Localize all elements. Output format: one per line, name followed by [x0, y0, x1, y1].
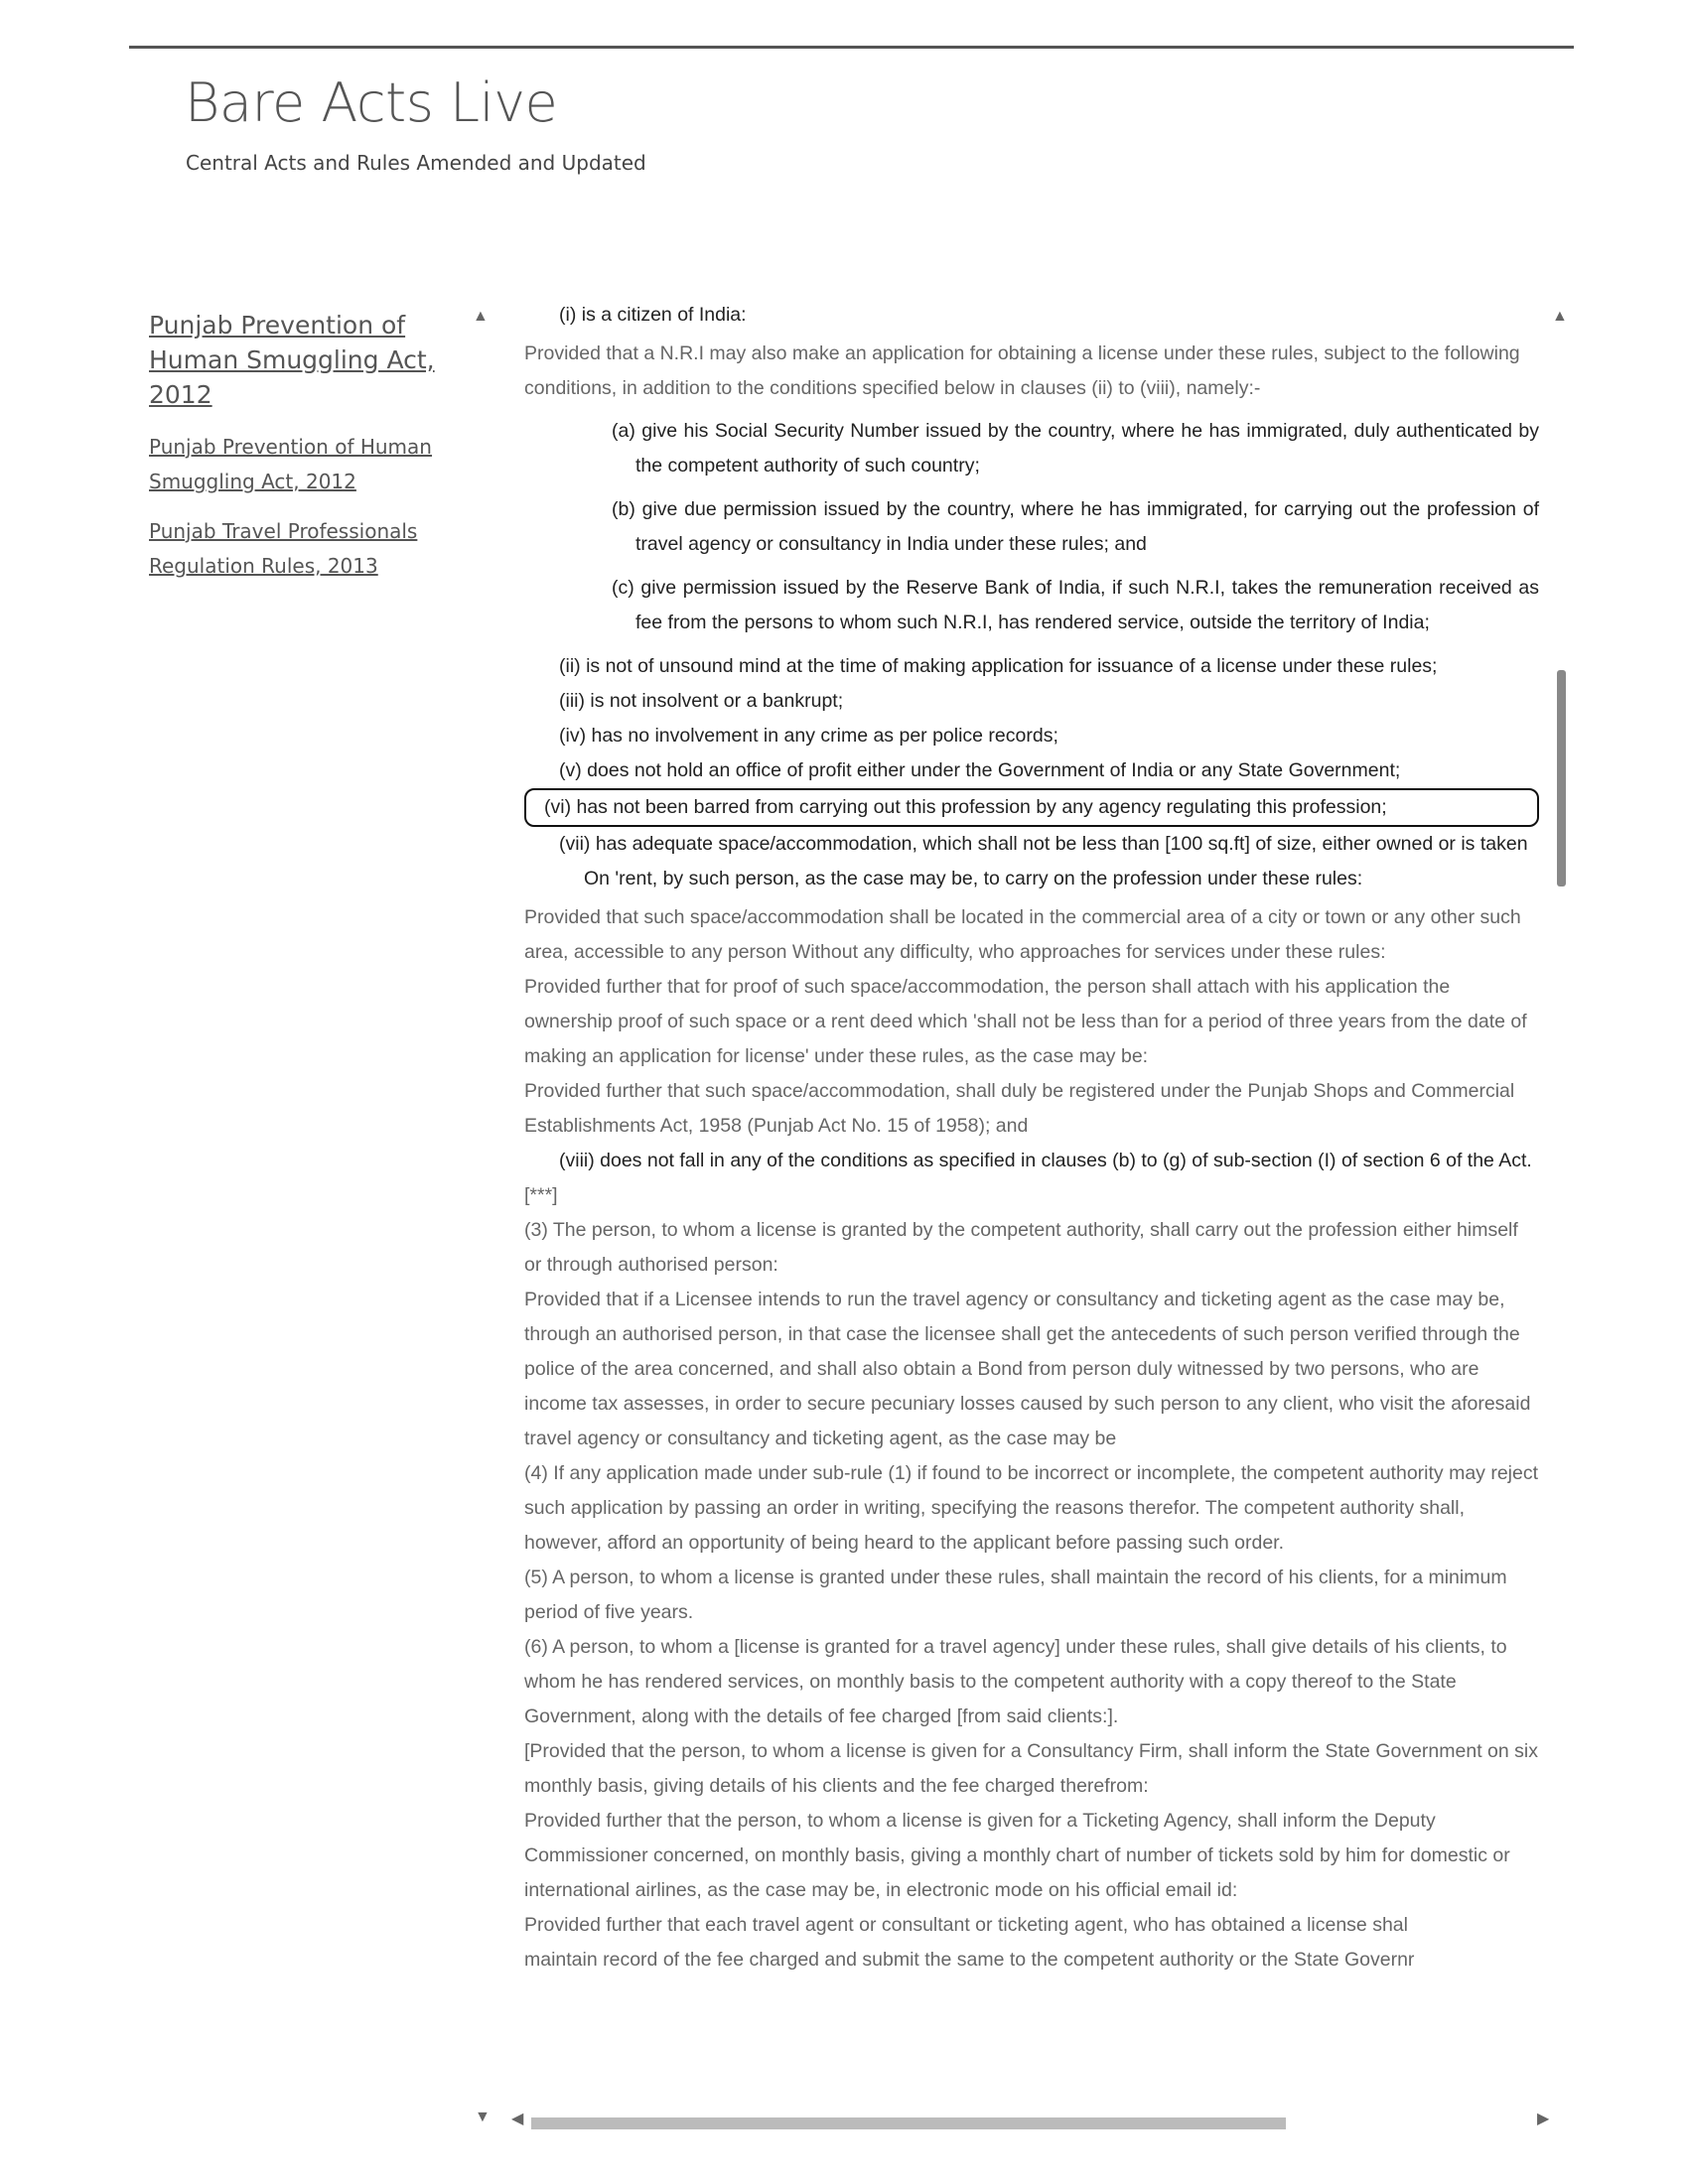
proviso-ticketing: Provided further that the person, to whom a license is given for a Ticketing Agency, shall inform the Deputy Commissioner concerned, on monthly basis, giving a monthly chart of number of tickets sold by him for domestic or international airlines, as the case may be, in electronic mode on his official email id:	[524, 1810, 1510, 1901]
clause-v: (v) does not hold an office of profit either under the Government of India or any State Government;	[559, 759, 1401, 781]
proviso-consultancy: [Provided that the person, to whom a license is given for a Consultancy Firm, shall inform the State Government on six monthly basis, giving details of his clients and the fee charged therefrom:	[524, 1740, 1538, 1797]
content-scroll-up-icon[interactable]: ▲	[1552, 308, 1568, 325]
proviso-fee-record-line1: Provided further that each travel agent or consultant or ticketing agent, who has obtained a license shal	[524, 1914, 1408, 1936]
sidebar	[149, 308, 447, 599]
proviso-fee-record-line2: maintain record of the fee charged and submit the same to the competent authority or the State Governr	[524, 1949, 1415, 1971]
scroll-left-icon[interactable]: ◀	[511, 2111, 524, 2127]
site-title[interactable]: Bare Acts Live	[185, 71, 558, 134]
clause-vii: (vii) has adequate space/accommodation, which shall not be less than [100 sq.ft] of size, either owned or is taken On 'rent, by such person, as the case may be, to carry on the profession under these rules:	[559, 833, 1528, 889]
vertical-scrollbar-thumb[interactable]	[1557, 670, 1566, 887]
condition-a: (a) give his Social Security Number issued by the country, where he has immigrated, duly authenticated by the competent authority of such country;	[612, 420, 1539, 477]
sidebar-scroll-down-icon[interactable]: ▼	[475, 2109, 491, 2125]
clause-i: (i) is a citizen of India:	[559, 304, 747, 326]
clause-iii: (iii) is not insolvent or a bankrupt;	[559, 690, 844, 712]
sidebar-link-act[interactable]: Punjab Prevention of Human Smuggling Act, 2012	[149, 435, 432, 493]
rule-text	[524, 298, 1539, 1978]
proviso-space-proof: Provided further that for proof of such space/accommodation, the person shall attach with his application the ownership proof of such space or a rent deed which 'shall not be less than for a period of three years from the date of making an application for license' under these rules, as the case may be:	[524, 976, 1527, 1067]
horizontal-scrollbar[interactable]	[531, 2117, 1286, 2129]
proviso-nri: Provided that a N.R.I may also make an application for obtaining a license under these rules, subject to the following conditions, in addition to the conditions specified below in clauses (ii) to (viii), namely:-	[524, 342, 1520, 399]
site-tagline: Central Acts and Rules Amended and Updated	[186, 151, 646, 175]
sidebar-scroll-up-icon[interactable]: ▲	[473, 308, 489, 325]
scroll-right-icon[interactable]: ▶	[1537, 2111, 1550, 2127]
condition-b: (b) give due permission issued by the country, where he has immigrated, for carrying out the profession of travel agency or consultancy in India under these rules; and	[612, 498, 1539, 555]
clause-vi-circled: (vi) has not been barred from carrying out this profession by any agency regulating this profession;	[524, 788, 1539, 827]
sidebar-link-act-title[interactable]: Punjab Prevention of Human Smuggling Act, 2012	[149, 311, 435, 409]
subrule-3: (3) The person, to whom a license is granted by the competent authority, shall carry out the profession either himself or through authorised person:	[524, 1219, 1518, 1276]
subrule-4: (4) If any application made under sub-rule (1) if found to be incorrect or incomplete, the competent authority may reject such application by passing an order in writing, specifying the reasons therefor. The competent authority shall, however, afford an opportunity of being heard to the applicant before passing such order.	[524, 1462, 1539, 1554]
sidebar-link-rules[interactable]: Punjab Travel Professionals Regulation Rules, 2013	[149, 519, 418, 578]
subrule-6: (6) A person, to whom a [license is granted for a travel agency] under these rules, shall give details of his clients, to whom he has rendered services, on monthly basis to the competent authority with a copy thereof to the State Government, along with the details of fee charged [from said clients:].	[524, 1636, 1507, 1727]
clause-iv: (iv) has no involvement in any crime as per police records;	[559, 725, 1058, 747]
proviso-space-location: Provided that such space/accommodation shall be located in the commercial area of a city or town or any other such area, accessible to any person Without any difficulty, who approaches for services under these rules:	[524, 906, 1521, 963]
header-rule	[129, 46, 1574, 49]
subrule-5: (5) A person, to whom a license is granted under these rules, shall maintain the record of his clients, for a minimum period of five years.	[524, 1567, 1507, 1623]
clause-ii: (ii) is not of unsound mind at the time of making application for issuance of a license under these rules;	[559, 655, 1438, 677]
omitted-marker: [***]	[524, 1184, 558, 1206]
condition-c: (c) give permission issued by the Reserve Bank of India, if such N.R.I, takes the remuneration received as fee from the persons to whom such N.R.I, has rendered service, outside the territory of India;	[612, 577, 1539, 633]
clause-viii: (viii) does not fall in any of the conditions as specified in clauses (b) to (g) of sub-section (I) of section 6 of the Act.	[559, 1150, 1532, 1171]
proviso-space-registration: Provided further that such space/accommodation, shall duly be registered under the Punjab Shops and Commercial Establishments Act, 1958 (Punjab Act No. 15 of 1958); and	[524, 1080, 1515, 1137]
proviso-authorised-person: Provided that if a Licensee intends to run the travel agency or consultancy and ticketing agent as the case may be, through an authorised person, in that case the licensee shall get the antecedents of such person verified through the police of the area concerned, and shall also obtain a Bond from person duly witnessed by two persons, who are income tax assesses, in order to secure pecuniary losses caused by such person to any client, who visit the aforesaid travel agency or consultancy and ticketing agent, as the case may be	[524, 1289, 1531, 1449]
